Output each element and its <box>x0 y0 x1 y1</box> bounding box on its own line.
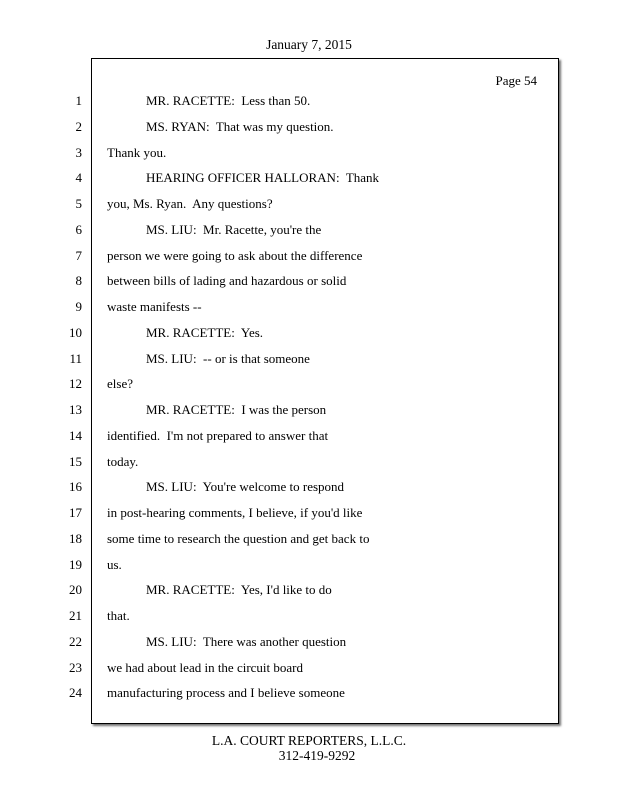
line-text: MS. LIU: You're welcome to respond <box>146 479 345 494</box>
line-text: Thank you. <box>107 145 167 160</box>
line-text: MR. RACETTE: I was the person <box>146 402 327 417</box>
line-text: waste manifests -- <box>107 299 202 314</box>
line-number: 3 <box>75 145 82 160</box>
line-number: 1 <box>75 93 82 108</box>
line-number: 7 <box>75 248 82 263</box>
transcript-date: January 7, 2015 <box>266 37 352 52</box>
line-text: MS. RYAN: That was my question. <box>146 119 334 134</box>
line-text: between bills of lading and hazardous or solid <box>107 273 347 288</box>
line-text: MR. RACETTE: Yes. <box>146 325 264 340</box>
line-number: 24 <box>69 685 82 700</box>
line-text: MR. RACETTE: Less than 50. <box>146 93 311 108</box>
line-number: 8 <box>75 273 82 288</box>
line-text: us. <box>107 557 122 572</box>
line-text: manufacturing process and I believe someone <box>107 685 345 700</box>
line-text: you, Ms. Ryan. Any questions? <box>107 196 273 211</box>
line-number: 16 <box>69 479 82 494</box>
line-text: HEARING OFFICER HALLORAN: Thank <box>146 170 380 185</box>
line-text: MS. LIU: -- or is that someone <box>146 351 310 366</box>
line-number: 22 <box>69 634 82 649</box>
line-number: 5 <box>75 196 82 211</box>
line-text: today. <box>107 454 139 469</box>
line-number: 11 <box>69 351 82 366</box>
footer-phone: 312-419-9292 <box>278 748 356 763</box>
line-number: 13 <box>69 402 82 417</box>
line-text: identified. I'm not prepared to answer that <box>107 428 329 443</box>
line-number: 15 <box>69 454 82 469</box>
line-text: some time to research the question and get back to <box>107 531 370 546</box>
line-number: 2 <box>75 119 82 134</box>
page-number: Page 54 <box>495 73 537 88</box>
line-text: we had about lead in the circuit board <box>107 660 304 675</box>
line-text: MS. LIU: Mr. Racette, you're the <box>146 222 322 237</box>
line-number: 21 <box>69 608 82 623</box>
line-number: 17 <box>69 505 82 520</box>
line-number: 4 <box>75 170 82 185</box>
line-number: 12 <box>69 376 82 391</box>
line-number: 20 <box>69 582 82 597</box>
line-text: that. <box>107 608 130 623</box>
line-number: 23 <box>69 660 82 675</box>
line-text: in post-hearing comments, I believe, if you'd like <box>107 505 363 520</box>
line-text: person we were going to ask about the difference <box>107 248 363 263</box>
footer-company: L.A. COURT REPORTERS, L.L.C. <box>211 733 407 748</box>
line-number: 19 <box>69 557 82 572</box>
line-number: 9 <box>75 299 82 314</box>
line-text: MR. RACETTE: Yes, I'd like to do <box>146 582 332 597</box>
line-number: 6 <box>75 222 82 237</box>
line-number: 14 <box>69 428 82 443</box>
line-number: 10 <box>69 325 82 340</box>
line-text: else? <box>107 376 133 391</box>
line-text: MS. LIU: There was another question <box>146 634 347 649</box>
line-number: 18 <box>69 531 82 546</box>
